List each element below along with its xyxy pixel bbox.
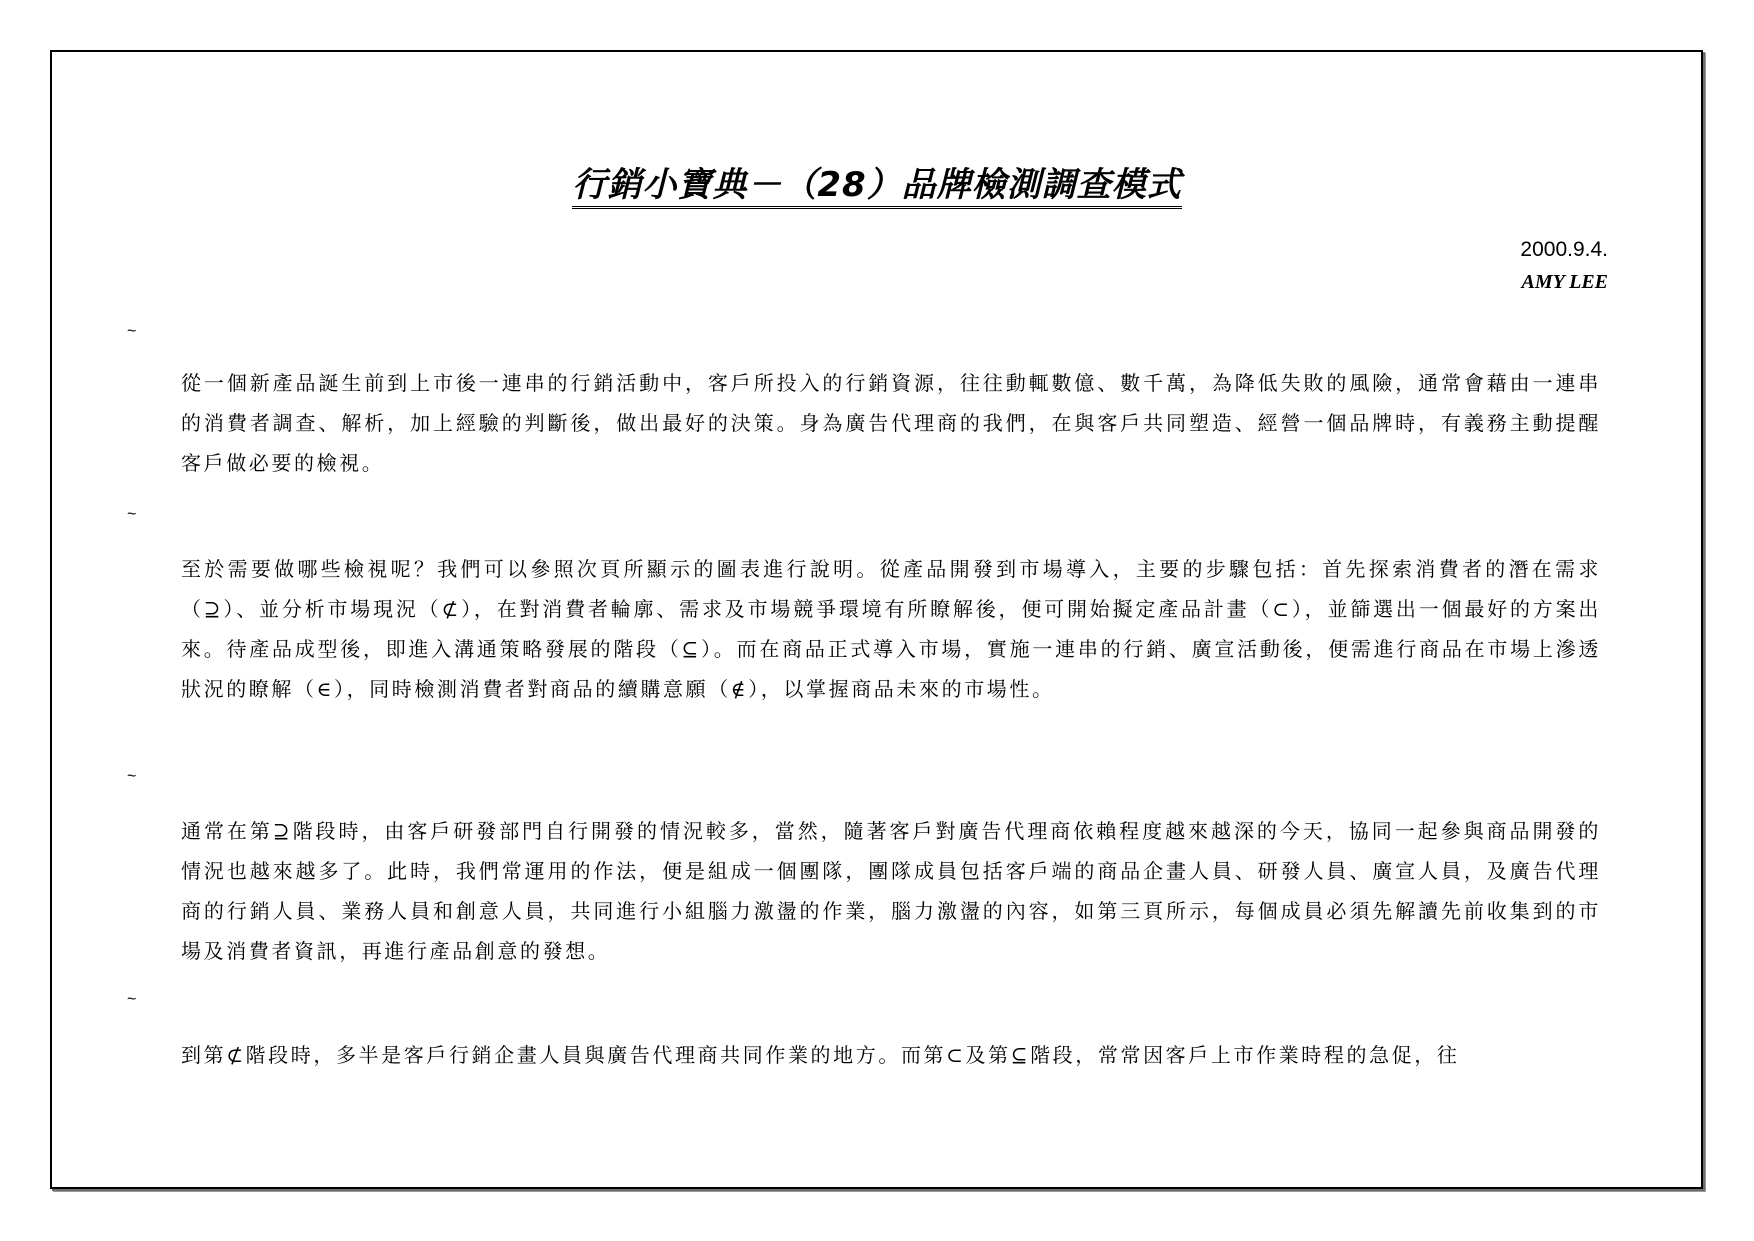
document-author: AMY LEE bbox=[1521, 271, 1608, 293]
document-title bbox=[0, 163, 1754, 207]
section-separator: ~ bbox=[127, 768, 137, 785]
document-title-text: 行銷小寶典－（28）品牌檢測調查模式 bbox=[572, 165, 1181, 209]
paragraph-3: 通常在第⊇階段時，由客戶研發部門自行開發的情況較多，當然，隨著客戶對廣告代理商依賴程度越來越深的今天，協同一起參與商品開發的情況也越來越多了。此時，我們常運用的作法，便是組成一個團隊，團隊成員包括客戶端的商品企畫人員、研發人員、廣宣人員，及廣告代理商的行銷人員、業務人員和創意人員，共同進行小組腦力激盪的作業，腦力激盪的內容，如第三頁所示，每個成員必須先解讀先前收集到的市場及消費者資訊，再進行產品創意的發想。 bbox=[181, 819, 1601, 963]
paragraph-4: 到第⊄階段時，多半是客戶行銷企畫人員與廣告代理商共同作業的地方。而第⊂及第⊆階段，常常因客戶上市作業時程的急促，往 bbox=[181, 1043, 1460, 1067]
section-separator: ~ bbox=[127, 991, 137, 1008]
section-separator: ~ bbox=[127, 506, 137, 523]
section-separator: ~ bbox=[127, 323, 137, 340]
paragraph-2: 至於需要做哪些檢視呢？我們可以參照次頁所顯示的圖表進行說明。從產品開發到市場導入，主要的步驟包括：首先探索消費者的潛在需求（⊇）、並分析市場現況（⊄），在對消費者輪廓、需求及市場競爭環境有所瞭解後，便可開始擬定產品計畫（⊂），並篩選出一個最好的方案出來。待產品成型後，即進入溝通策略發展的階段（⊆）。而在商品正式導入市場，實施一連串的行銷、廣宣活動後，便需進行商品在市場上滲透狀況的瞭解（∈），同時檢測消費者對商品的續購意願（∉），以掌握商品未來的市場性。 bbox=[181, 557, 1601, 701]
document-date: 2000.9.4. bbox=[1520, 238, 1608, 261]
paragraph-1: 從一個新產品誕生前到上市後一連串的行銷活動中，客戶所投入的行銷資源，往往動輒數億、數千萬，為降低失敗的風險，通常會藉由一連串的消費者調查、解析，加上經驗的判斷後，做出最好的決策。身為廣告代理商的我們，在與客戶共同塑造、經營一個品牌時，有義務主動提醒客戶做必要的檢視。 bbox=[181, 371, 1601, 475]
